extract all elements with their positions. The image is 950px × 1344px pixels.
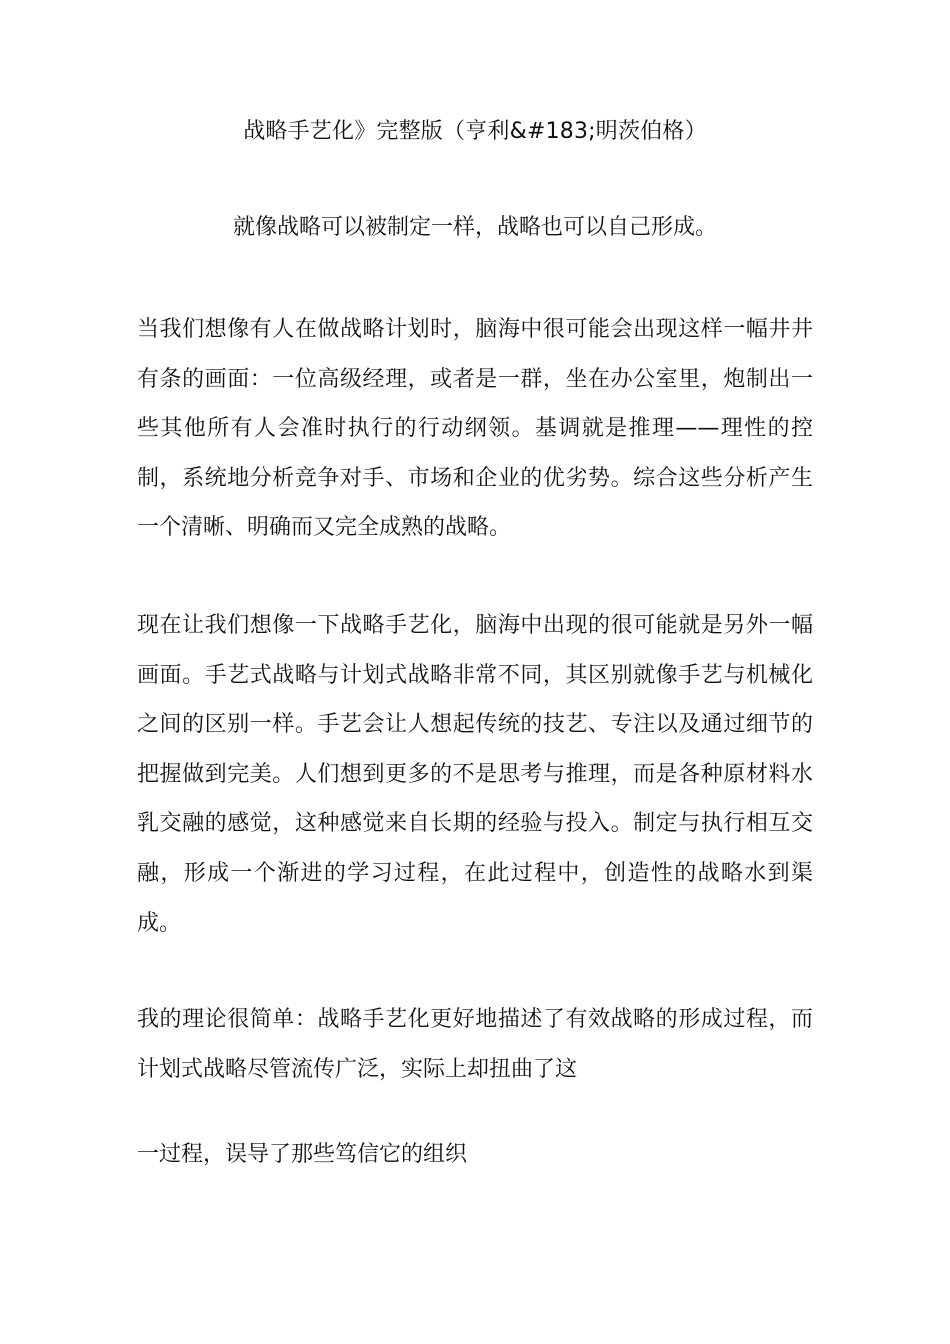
document-title: 战略手艺化》完整版（亨利&#183;明茨伯格） <box>243 119 707 144</box>
paragraph-3: 我的理论很简单：战略手艺化更好地描述了有效战略的形成过程，而计划式战略尽管流传广泛，实际上却扭曲了这 <box>137 1007 813 1082</box>
paragraph-4: 一过程，误导了那些笃信它的组织 <box>137 1142 468 1167</box>
paragraph-1: 当我们想像有人在做战略计划时，脑海中很可能会出现这样一幅井井有条的画面：一位高级经理，或者是一群，坐在办公室里，炮制出一些其他所有人会准时执行的行动纲领。基调就是推理——理性的控制，系统地分析竞争对手、市场和企业的优劣势。综合这些分析产生一个清晰、明确而又完全成熟的战略。 <box>137 317 813 541</box>
document-subtitle: 就像战略可以被制定一样，战略也可以自己形成。 <box>232 215 717 240</box>
paragraph-2: 现在让我们想像一下战略手艺化，脑海中出现的很可能就是另外一幅画面。手艺式战略与计划式战略非常不同，其区别就像手艺与机械化之间的区别一样。手艺会让人想起传统的技艺、专注以及通过细节的把握做到完美。人们想到更多的不是思考与推理，而是各种原材料水乳交融的感觉，这种感觉来自长期的经验与投入。制定与执行相互交融，形成一个渐进的学习过程，在此过程中，创造性的战略水到渠成。 <box>137 613 813 936</box>
